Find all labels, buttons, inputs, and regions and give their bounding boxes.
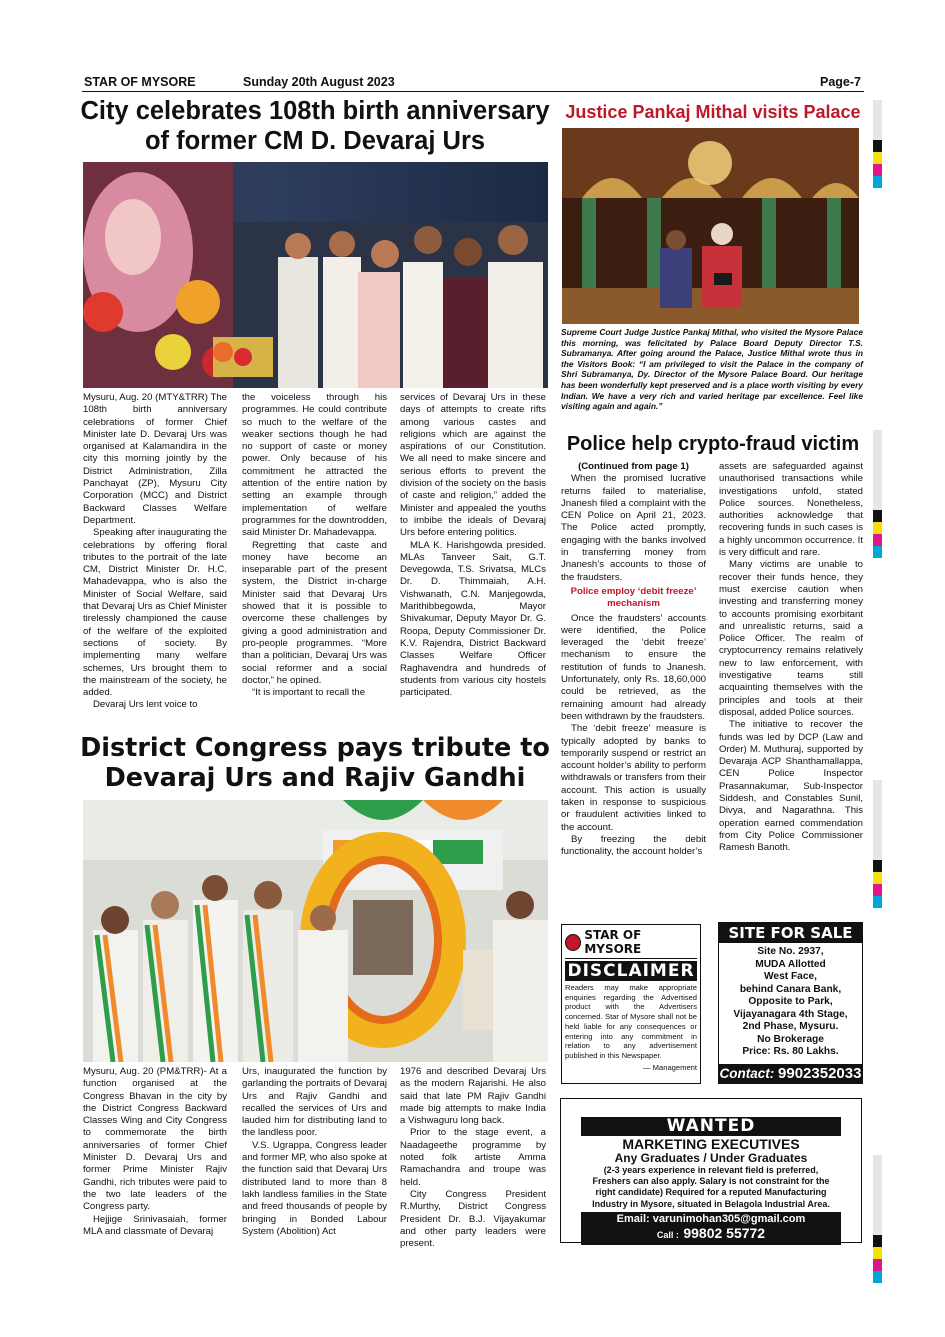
- story1-paragraph: MLA K. Harishgowda presided. MLAs Tanveer Sait, G.T. Devegowda, T.S. Srivatsa, MLCs Dr. D. Thimmaiah, A.H. Vishwanath, C.N. Manjegowda, Marithibbegowda, Mayor Shivakumar, Deputy Mayor Dr. G. Roopa, Deputy Commissioner Dr. K.V. Rajendra, District Backward Classes Welfare Officer Raghavendra and hundreds of students from various city hostels participated.: [400, 539, 546, 699]
- story1-paragraph: Mysuru, Aug. 20 (MTY&TRR) The 108th birth anniversary celebrations of former Chief Minister late D. Devaraj Urs was organised at Kalamandira in the city this morning jointly by the District Administration, Zilla Panchayat (ZP), Mysuru City Corporation (MCC) and District Backward Classes Welfare Department.: [83, 392, 227, 526]
- sale-details: [719, 946, 862, 1059]
- story1-paragraph: Devaraj Urs lent voice to: [93, 699, 198, 711]
- color-bar-magenta: [873, 1259, 882, 1271]
- story3-paragraph: The initiative to recover the funds was led by DCP (Law and Order) M. Muthuraj, supported by Devaraja ACP Shanthamallappa, CEN Police Inspector Prasannakumar, Sub-Inspector Siddesh, and Constables Sunil, Divya, and Nagarathna. This operation earned commendation from City Police Commissioner Ramesh Banoth.: [719, 719, 863, 854]
- story3-column-2: [719, 461, 863, 855]
- wanted-line: Industry in Mysore, situated in Belagola Industrial Area.: [592, 1198, 830, 1209]
- sale-line: 2nd Phase, Mysuru.: [742, 1021, 839, 1032]
- story3-paragraph: When the promised lucrative returns failed to materialise, Jnanesh filed a complaint with the CEN Police on April 21, 2023. The Police acted promptly, engaging with the banks involved in transferring money from Jnanesh’s accounts to those of the fraudsters.: [561, 473, 706, 583]
- story4-paragraph: Prior to the stage event, a Naadageethe programme by noted folk artiste Amma Ramachandra and troupe was held.: [400, 1127, 546, 1188]
- story4-column-3: [400, 1066, 546, 1250]
- story4-paragraph: 1976 and described Devaraj Urs as the modern Rajarishi. He also said that late PM Rajiv Gandhi made big attempts to make India a Vishwaguru long back.: [400, 1066, 546, 1127]
- sale-contact-number: 9902352033: [778, 1065, 862, 1082]
- story3-headline: Police help crypto-fraud victim: [566, 433, 860, 455]
- wanted-email-label: Email:: [616, 1212, 650, 1225]
- color-bar-grey: [873, 430, 882, 510]
- disclaimer-box: [561, 924, 701, 1084]
- wanted-email[interactable]: varunimohan305@gmail.com: [652, 1212, 806, 1225]
- color-bar-yellow: [873, 1247, 882, 1259]
- star-of-mysore-logo-icon: [565, 934, 581, 951]
- story3-paragraph: The ‘debit freeze’ measure is typically adopted by banks to temporarily suspend or restrict an account holder’s ability to perform withdrawals or transfers from their account. This action is usually taken in response to suspicious or fraudulent activities linked to the account.: [561, 723, 706, 833]
- color-bar-magenta: [873, 884, 882, 896]
- story1-paragraph: services of Devaraj Urs in these days of attempts to create rifts among various castes and religions which are against the aspirations of our Constitution. We all need to make sincere and serious efforts to prevent the division of the society on the basis of caste and religion,” added the Minister and appealed the youths to imbibe the ideals of Devaraj Urs before entering politics.: [400, 392, 546, 539]
- disclaimer-body: Readers may make appropriate enquiries regarding the Advertised product with the Advertisers concerned. Star of Mysore shall not be held liable for any consequences or entering into any commitment in relation to any advertisement published in this Newspaper.: [565, 983, 697, 1060]
- color-bar-magenta: [873, 534, 882, 546]
- disclaimer-signature: — Management: [642, 1062, 697, 1072]
- story4-column-1: [83, 1066, 227, 1238]
- color-bar-grey: [873, 100, 882, 140]
- story3-paragraph: Many victims are unable to recover their funds hence, they must exercise caution when investing and transferring money to accounts promising exorbitant and unrealistic returns, said a Police Officer. The realm of cryptocurrency remains relatively new to law enforcement, with investigative teams still acquainting themselves with the principles and tools at their disposal, added Police sources.: [719, 559, 863, 718]
- sale-line: West Face,: [763, 971, 818, 982]
- wanted-line: Freshers can also apply. Salary is not constraint for the: [592, 1176, 830, 1187]
- sale-line: MUDA Allotted: [755, 958, 826, 970]
- disclaimer-masthead: STAR OF MYSORE: [584, 928, 642, 956]
- color-bar-yellow: [873, 152, 882, 164]
- wanted-contact-bar: [581, 1212, 841, 1245]
- story1-headline-line2: of former CM D. Devaraj Urs: [144, 127, 486, 156]
- story4-column-2: [242, 1066, 387, 1238]
- story1-headline-line1: City celebrates 108th birth anniversary: [80, 97, 550, 125]
- story2-headline: Justice Pankaj Mithal visits Palace: [565, 102, 861, 122]
- wanted-role: MARKETING EXECUTIVES: [622, 1136, 800, 1152]
- wanted-inner: [581, 1117, 841, 1245]
- palace-visit-photo: [562, 128, 859, 324]
- sale-line: No Brokerage: [757, 1033, 824, 1045]
- sale-line: behind Canara Bank,: [739, 983, 842, 995]
- story4-paragraph: Hejjige Srinivasaiah, former MLA and classmate of Devaraj: [83, 1213, 227, 1237]
- continued-note: (Continued from page 1): [578, 461, 689, 472]
- story3-paragraph: By freezing the debit functionality, the account holder’s: [561, 833, 706, 858]
- sale-line: Site No. 2937,: [757, 946, 824, 957]
- sale-title: SITE FOR SALE: [719, 923, 862, 943]
- wanted-call-label: Call :: [656, 1229, 679, 1240]
- story1-headline: [78, 96, 552, 156]
- sale-line: Price: Rs. 80 Lakhs.: [742, 1046, 839, 1057]
- sale-contact-label: Contact:: [719, 1066, 775, 1081]
- masthead-name: STAR OF MYSORE: [84, 75, 196, 89]
- wanted-call-number: 99802 55772: [683, 1224, 766, 1241]
- urs-celebration-photo: [83, 162, 548, 388]
- story1-paragraph: Regretting that caste and money have become an inseparable part of the present system, the District in-charge Minister said that Devaraj Urs showed that it is possible to overcome these challenges by giving a good administration and pro-people programmes. “More than a politician, Devaraj Urs was social reformer and a social doctor,” he opined.: [242, 539, 387, 686]
- story1-column-3: [400, 392, 546, 699]
- story3-paragraph: Once the fraudsters’ accounts were identified, the Police leveraged the ‘debit freeze’ mechanism to ensure the restitution of funds to Jnanesh. Unfortunately, only Rs. 18,60,000 could be retrieved, as the remaining amount had already been withdrawn by the fraudsters.: [561, 612, 706, 722]
- sale-contact-bar: [719, 1064, 862, 1083]
- congress-tribute-photo: [83, 800, 548, 1062]
- palace-photo-caption: Supreme Court Judge Justice Pankaj Mithal, who visited the Mysore Palace this morning, was felicitated by Palace Board Deputy Director T.S. Subramanya. After going around the Palace, Justice Mithal wrote thus in the Visitors Book: “I am privileged to visit the Palace in the company of Shri Subramanya, Dy. Director of the Mysore Palace Board. Our heritage has been wonderfully kept preserved and is a place worth visiting by every Indian. We have a very rich and varied heritage par excellence. Feel like visiting again and again.”: [561, 327, 863, 412]
- story4-paragraph: Urs, inaugurated the function by garlanding the portraits of Devaraj Urs and Rajiv Gandhi and recalled the services of Urs and lauded him for distributing land to the landless poor.: [242, 1066, 387, 1139]
- story1-column-2: [242, 392, 387, 699]
- wanted-line: right candidate) Required for a reputed Manufacturing: [595, 1187, 827, 1198]
- page-number: Page-7: [820, 75, 861, 89]
- issue-date: Sunday 20th August 2023: [243, 75, 395, 89]
- story1-paragraph: Speaking after inaugurating the celebrations by offering floral tributes to the portrait of the late CM, District Minister Dr. H.C. Mahadevappa, who is also the Minister of Social Welfare, said that Devaraj Urs as Chief Minister tirelessly championed the cause of the welfare of the exploited sections of society. By implementing many welfare schemes, Urs brought them to the mainstream of the society, he added.: [83, 527, 227, 699]
- color-bar-cyan: [873, 546, 882, 558]
- color-bar-black: [873, 1235, 882, 1247]
- story3-subhead: Police employ ‘debit freeze’ mechanism: [570, 585, 697, 610]
- story4-paragraph: Mysuru, Aug. 20 (PM&TRR)- At a function organised at the Congress Bhavan in the city by the District Congress Backward Classes Wing and City Congress to commemorate the birth anniversaries of former Chief Minister D. Devaraj Urs and former Prime Minister Rajiv Gandhi, rich tributes were paid to the two late leaders of the Congress party.: [83, 1066, 227, 1213]
- story4-headline-line1: District Congress pays tribute to: [80, 733, 550, 763]
- story3-paragraph: assets are safeguarded against unauthorised transactions while investigations unfold, stated Police sources. Nonetheless, authorities acknowledge that recovering funds in such cases is a highly uncommon occurrence. It is very difficult and rare.: [719, 461, 863, 559]
- color-bar-grey: [873, 780, 882, 860]
- header-rule: [82, 91, 864, 92]
- story4-headline-line2: Devaraj Urs and Rajiv Gandhi: [104, 763, 526, 794]
- story4-headline: [78, 733, 552, 793]
- wanted-details: [581, 1165, 841, 1210]
- color-bar-grey: [873, 1155, 882, 1235]
- story1-paragraph: the voiceless through his programmes. He could contribute so much to the welfare of the weaker sections though he had no support of caste or money power. Only because of his commitment he attracted the attention of the entire nation by setting an example through implementation of welfare programmes for the downtrodden, said Minister Dr. Mahadevappa.: [242, 392, 387, 539]
- color-bar-cyan: [873, 1271, 882, 1283]
- story3-column-1: [561, 461, 706, 859]
- color-bar-magenta: [873, 164, 882, 176]
- wanted-title: WANTED: [581, 1117, 841, 1136]
- color-bar-yellow: [873, 872, 882, 884]
- site-for-sale-ad: [718, 922, 863, 1084]
- color-bar-yellow: [873, 522, 882, 534]
- color-bar-cyan: [873, 176, 882, 188]
- story1-column-1: [83, 392, 227, 712]
- color-bar-black: [873, 860, 882, 872]
- story4-paragraph: V.S. Ugrappa, Congress leader and former MP, who also spoke at the function said that Devaraj Urs distributed land to more than 8 lakh landless families in the State and freed thousands of people by bringing in Bonded Labour System (Abolition) Act: [242, 1139, 387, 1237]
- sale-line: Opposite to Park,: [748, 996, 833, 1007]
- color-bar-black: [873, 140, 882, 152]
- wanted-line: (2-3 years experience in relevant field is preferred,: [603, 1165, 819, 1175]
- story4-paragraph: City Congress President R.Murthy, District Congress President Dr. B.J. Vijayakumar and other party leaders were present.: [400, 1188, 546, 1250]
- wanted-qualifications: Any Graduates / Under Graduates: [614, 1151, 808, 1165]
- wanted-ad: [560, 1098, 862, 1243]
- sale-line: Vijayanagara 4th Stage,: [733, 1008, 848, 1020]
- color-bar-cyan: [873, 896, 882, 908]
- disclaimer-title: DISCLAIMER: [565, 961, 697, 981]
- story1-paragraph: “It is important to recall the: [252, 687, 366, 699]
- color-bar-black: [873, 510, 882, 522]
